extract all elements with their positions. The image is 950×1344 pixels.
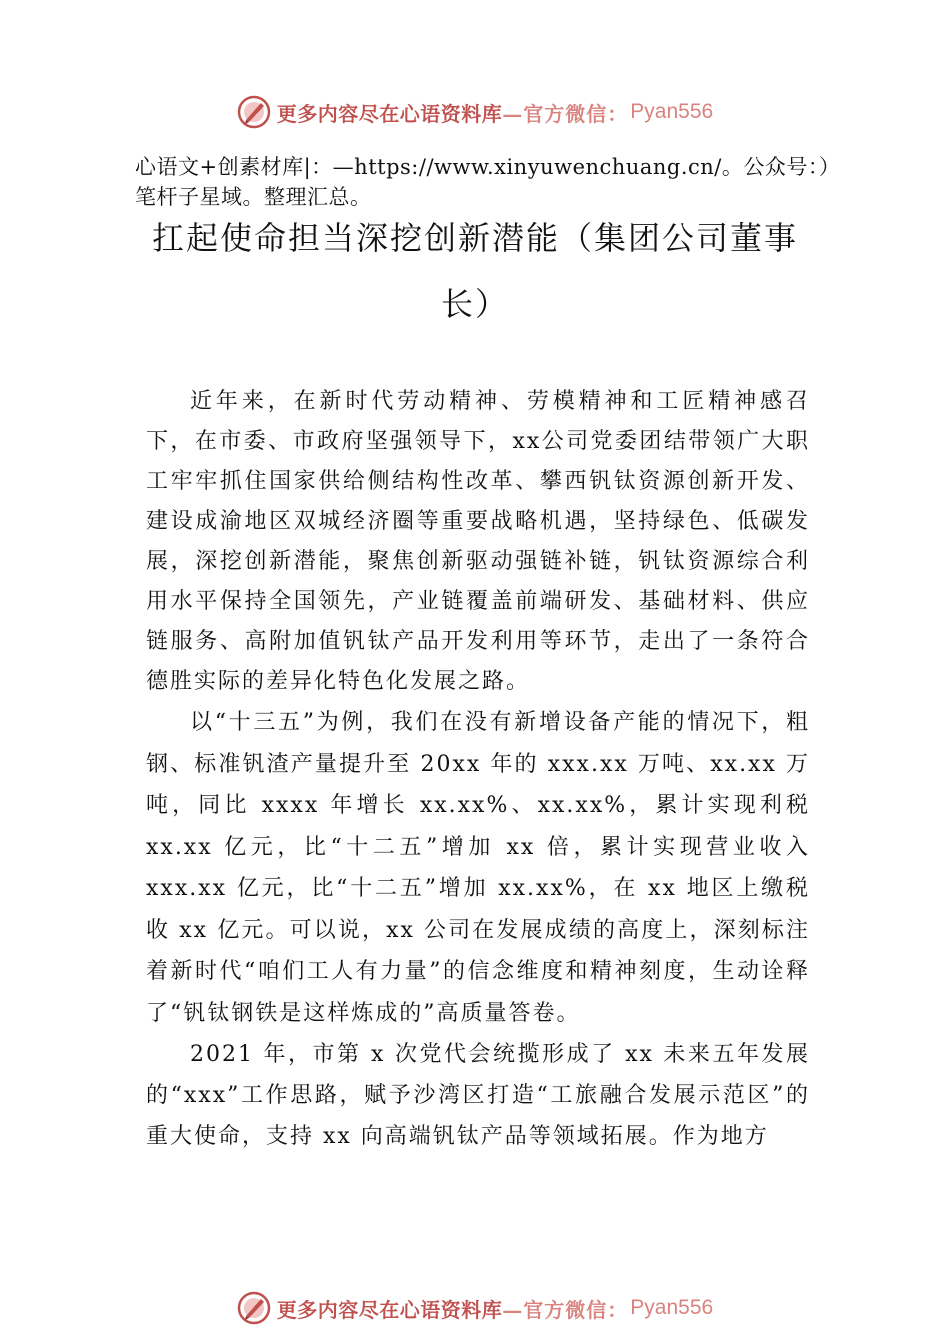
paragraph-1: 近年来，在新时代劳动精神、劳模精神和工匠精神感召下，在市委、市政府坚强领导下，xx公司党委团结带领广大职工牢牢抓住国家供给侧结构性改革、攀西钒钛资源创新开发、建设成渝地区双城经济圈等重要战略机遇，坚持绿色、低碳发展，深挖创新潜能，聚焦创新驱动强链补链，钒钛资源综合利用水平保持全国领先，产业链覆盖前端研发、基础材料、供应链服务、高附加值钒钛产品开发利用等环节，走出了一条符合德胜实际的差异化特色化发展之路。 <box>146 389 810 694</box>
banner-wechat-id: Pyan556 <box>630 1296 714 1319</box>
banner-slogan: 更多内容尽在心语资料库 <box>276 101 503 126</box>
banner-official-label: —官方微信： <box>502 101 629 126</box>
document-body <box>146 382 810 1157</box>
pen-logo-icon <box>237 95 271 129</box>
paragraph-3: 2021 年，市第 x 次党代会统揽形成了 xx 未来五年发展的“xxx”工作思路，赋予沙湾区打造“工旅融合发展示范区”的重大使命，支持 xx 向高端钒钛产品等领域拓展。作为地方 <box>146 1042 810 1149</box>
pen-logo-icon <box>237 1291 271 1325</box>
banner-official-label: —官方微信： <box>502 1297 629 1322</box>
banner-slogan: 更多内容尽在心语资料库 <box>276 1297 503 1322</box>
footer-banner <box>0 1288 950 1328</box>
banner-wechat-id: Pyan556 <box>630 100 714 123</box>
document-title: 扛起使命担当深挖创新潜能（集团公司董事长） <box>151 219 798 323</box>
header-banner <box>0 92 950 132</box>
source-line: 心语文+创素材库|：—https://www.xinyuwenchuang.cn/。公众号：）笔杆子星域。整理汇总。 <box>135 155 830 209</box>
paragraph-2: 以“十三五”为例，我们在没有新增设备产能的情况下，粗钢、标准钒渣产量提升至 20xx 年的 xxx.xx 万吨、xx.xx 万吨，同比 xxxx 年增长 xx.xx%、xx.xx%，累计实现利税 xx.xx 亿元，比“十二五”增加 xx 倍，累计实现营业收入 xxx.xx 亿元，比“十二五”增加 xx.xx%，在 xx 地区上缴税收 xx 亿元。可以说，xx 公司在发展成绩的高度上，深刻标注着新时代“咱们工人有力量”的信念维度和精神刻度，生动诠释了“钒钛钢铁是这样炼成的”高质量答卷。 <box>146 710 810 1026</box>
